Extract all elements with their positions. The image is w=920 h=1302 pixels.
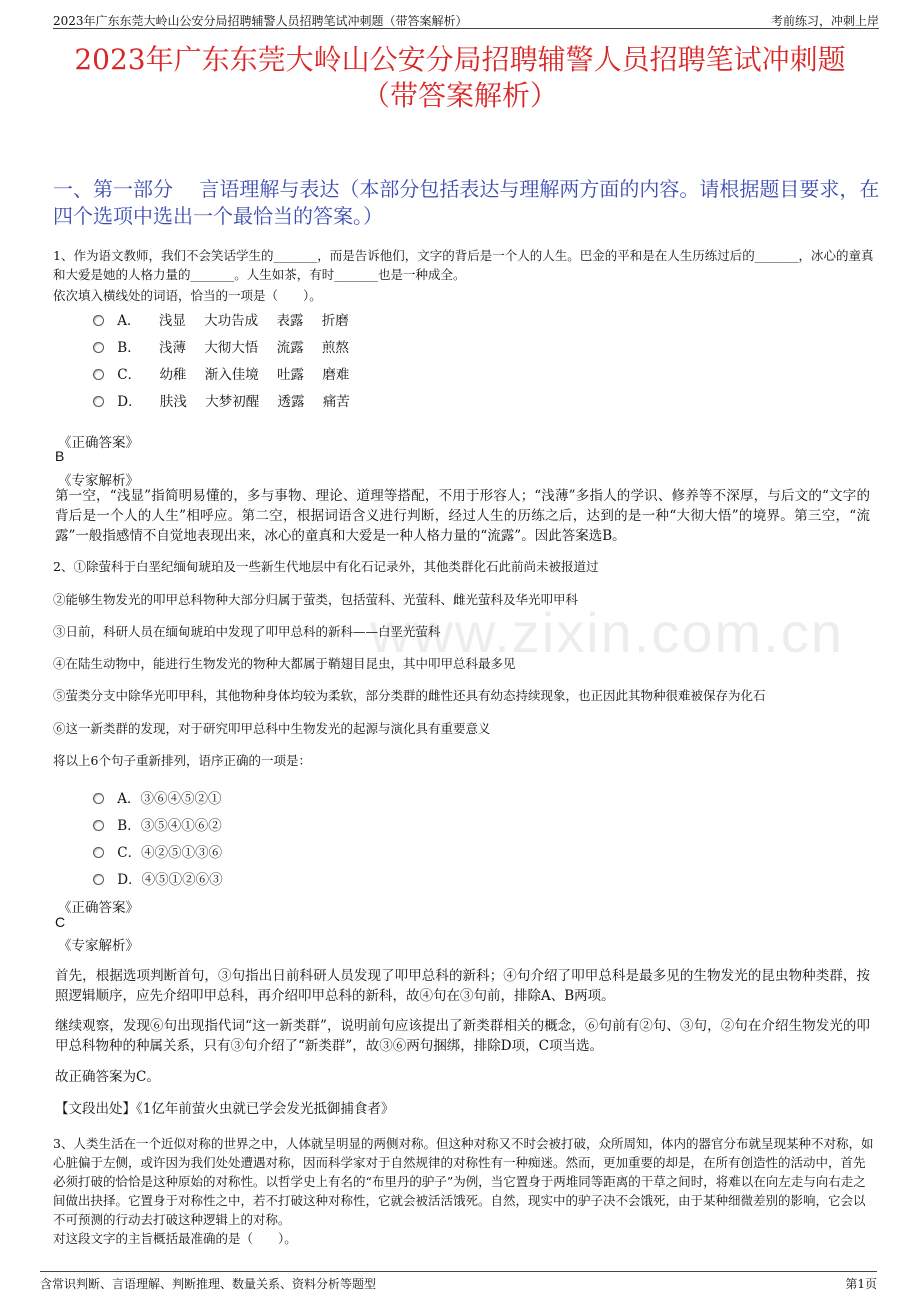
- option-key: C．: [117, 845, 142, 861]
- footer-description: 含常识判断、言语理解、判断推理、数量关系、资料分析等题型: [40, 1277, 377, 1291]
- title-line-2: （带答案解析）: [361, 79, 558, 112]
- q2-option-d[interactable]: [93, 868, 223, 888]
- q2-option-b[interactable]: [93, 814, 222, 834]
- q2-analysis-paragraph-1: 首先，根据选项判断首句，③句指出日前科研人员发现了叩甲总科的新科；④句介绍了叩甲总科是最多见的生物发光的昆虫物种类群，按照逻辑顺序，应先介绍叩甲总科，再介绍叩甲总科的新科，故④句在③句前，排除A、B两项。: [55, 968, 870, 1004]
- radio-button-icon[interactable]: [93, 793, 104, 804]
- page-number: 第1页: [845, 1277, 877, 1291]
- page-header: [53, 10, 879, 29]
- option-word: 浅薄: [159, 340, 187, 356]
- q2-answer: C: [55, 914, 66, 930]
- page-footer: [40, 1271, 877, 1290]
- q1-option-c[interactable]: [93, 363, 363, 383]
- header-doc-title: 2023年广东东莞大岭山公安分局招聘辅警人员招聘笔试冲刺题（带答案解析）: [53, 14, 468, 28]
- header-slogan: 考前练习，冲刺上岸: [770, 14, 879, 28]
- option-word: 浅显: [158, 313, 186, 329]
- radio-button-icon[interactable]: [93, 342, 104, 353]
- option-word: 痛苦: [322, 394, 350, 410]
- radio-button-icon[interactable]: [93, 369, 104, 380]
- option-key: C．: [117, 367, 142, 383]
- radio-button-icon[interactable]: [93, 315, 104, 326]
- question-3-stem: 3、人类生活在一个近似对称的世界之中，人体就呈明显的两侧对称。但这种对称又不时会被打破，众所周知，体内的器官分布就呈现某种不对称，如心脏偏于左侧，或许因为我们处处遭遇对称，因而科学家对于自然规律的对称性有一种痴迷。然而，更加重要的却是，在所有创造性的活动中，首先必须打破的恰恰是这种原始的对称性。以哲学史上有名的“布里丹的驴子”为例，当它置身于两堆同等距离的干草之间时，将难以在向左走与向右走之间做出抉择。它置身于对称性之中，若不打破这种对称性，它就会被活活饿死。自然，现实中的驴子决不会饿死，由于某种细微差别的影响，它会以不可预测的行动去打破这种逻辑上的对称。: [53, 1136, 874, 1227]
- option-word: 透露: [277, 394, 305, 410]
- question-1-prompt: 依次填入横线处的词语，恰当的一项是（ ）。: [53, 288, 322, 303]
- q2-sentence-1: 2、①除萤科于白垩纪缅甸琥珀及一些新生代地层中有化石记录外，其他类群化石此前尚未被报道过: [53, 559, 599, 574]
- option-key: B．: [117, 818, 141, 834]
- option-key: A．: [117, 313, 141, 329]
- watermark: www.zixin.com.cn: [370, 601, 844, 664]
- section-heading: 一、第一部分 言语理解与表达（本部分包括表达与理解两方面的内容。请根据题目要求，在四个选项中选出一个最恰当的答案。）: [53, 177, 880, 228]
- option-word: 磨难: [322, 367, 350, 383]
- option-word: 大功告成: [204, 313, 259, 329]
- document-title: [40, 42, 880, 114]
- option-word: 肤浅: [159, 394, 187, 410]
- q2-analysis-conclusion: 故正确答案为C。: [55, 1069, 160, 1085]
- option-word: 流露: [276, 340, 304, 356]
- q1-analysis-label: 《专家解析》: [58, 473, 139, 489]
- option-key: D．: [117, 872, 142, 888]
- option-text: ④⑤①②⑥③: [141, 872, 223, 888]
- q2-option-c[interactable]: [93, 841, 222, 861]
- option-word: 煎熬: [321, 340, 349, 356]
- radio-button-icon[interactable]: [93, 847, 104, 858]
- option-word: 大梦初醒: [205, 394, 260, 410]
- q1-option-d[interactable]: [93, 390, 364, 410]
- q2-sentence-3: ③日前，科研人员在缅甸琥珀中发现了叩甲总科的新科——白垩光萤科: [53, 624, 441, 639]
- q2-sentence-6: ⑥这一新类群的发现，对于研究叩甲总科中生物发光的起源与演化具有重要意义: [53, 721, 491, 736]
- radio-button-icon[interactable]: [93, 820, 104, 831]
- q1-answer: B: [55, 448, 65, 464]
- option-word: 幼稚: [159, 367, 187, 383]
- option-word: 渐入佳境: [204, 367, 259, 383]
- q2-sentence-4: ④在陆生动物中，能进行生物发光的物种大都属于鞘翅目昆虫，其中叩甲总科最多见: [53, 656, 516, 671]
- option-word: 大彻大悟: [204, 340, 259, 356]
- question-1-stem: 1、作为语文教师，我们不会笑话学生的_______，而是告诉他们，文字的背后是一个人的人生。巴金的平和是在人生历练过后的_______，冰心的童真和大爱是她的人格力量的_______。人生如茶，有时_______也是一种成全。: [53, 248, 874, 282]
- radio-button-icon[interactable]: [93, 874, 104, 885]
- q1-answer-label: 《正确答案》: [58, 435, 139, 451]
- option-word: 折磨: [321, 313, 349, 329]
- title-line-1: 2023年广东东莞大岭山公安分局招聘辅警人员招聘笔试冲刺题: [74, 43, 846, 76]
- q2-answer-label: 《正确答案》: [58, 900, 139, 916]
- option-text: ③⑥④⑤②①: [140, 791, 222, 807]
- option-key: A．: [117, 791, 141, 807]
- q1-analysis: 第一空，“浅显”指简明易懂的，多与事物、理论、道理等搭配，不用于形容人；“浅薄”多指人的学识、修养等不深厚，与后文的“文字的背后是一个人的人生”相呼应。第二空，根据词语含义进行判断，经过人生的历练之后，达到的是一种“大彻大悟”的境界。第三空，“流露”一般指感情不自觉地表现出来，冰心的童真和大爱是一种人格力量的“流露”。因此答案选B。: [55, 488, 870, 544]
- option-word: 吐露: [277, 367, 305, 383]
- option-word: 表露: [276, 313, 304, 329]
- q1-option-b[interactable]: [93, 336, 363, 356]
- q1-option-a[interactable]: [93, 309, 363, 329]
- option-text: ④②⑤①③⑥: [141, 845, 223, 861]
- option-key: B．: [117, 340, 141, 356]
- option-text: ③⑤④①⑥②: [140, 818, 222, 834]
- q2-sentence-5: ⑤萤类分支中除华光叩甲科，其他物种身体均较为柔软，部分类群的雌性还具有幼态持续现象，也正因此其物种很难被保存为化石: [53, 688, 766, 703]
- q2-analysis-label: 《专家解析》: [58, 938, 139, 954]
- option-key: D．: [117, 394, 142, 410]
- radio-button-icon[interactable]: [93, 396, 104, 407]
- q2-sentence-2: ②能够生物发光的叩甲总科物种大部分归属于萤类，包括萤科、光萤科、雌光萤科及华光叩甲科: [53, 592, 579, 607]
- q2-option-a[interactable]: [93, 787, 222, 807]
- q2-analysis-paragraph-2: 继续观察，发现⑥句出现指代词“这一新类群”，说明前句应该提出了新类群相关的概念，⑥句前有②句、③句，②句在介绍生物发光的叩甲总科物种的种属关系，只有③句介绍了“新类群”，故③⑥两句捆绑，排除D项，C项当选。: [55, 1018, 870, 1054]
- q2-prompt: 将以上6个句子重新排列，语序正确的一项是：: [53, 753, 311, 768]
- question-3-prompt: 对这段文字的主旨概括最准确的是（ ）。: [53, 1231, 297, 1246]
- q2-source: 【文段出处】《1亿年前萤火虫就已学会发光抵御捕食者》: [55, 1101, 395, 1117]
